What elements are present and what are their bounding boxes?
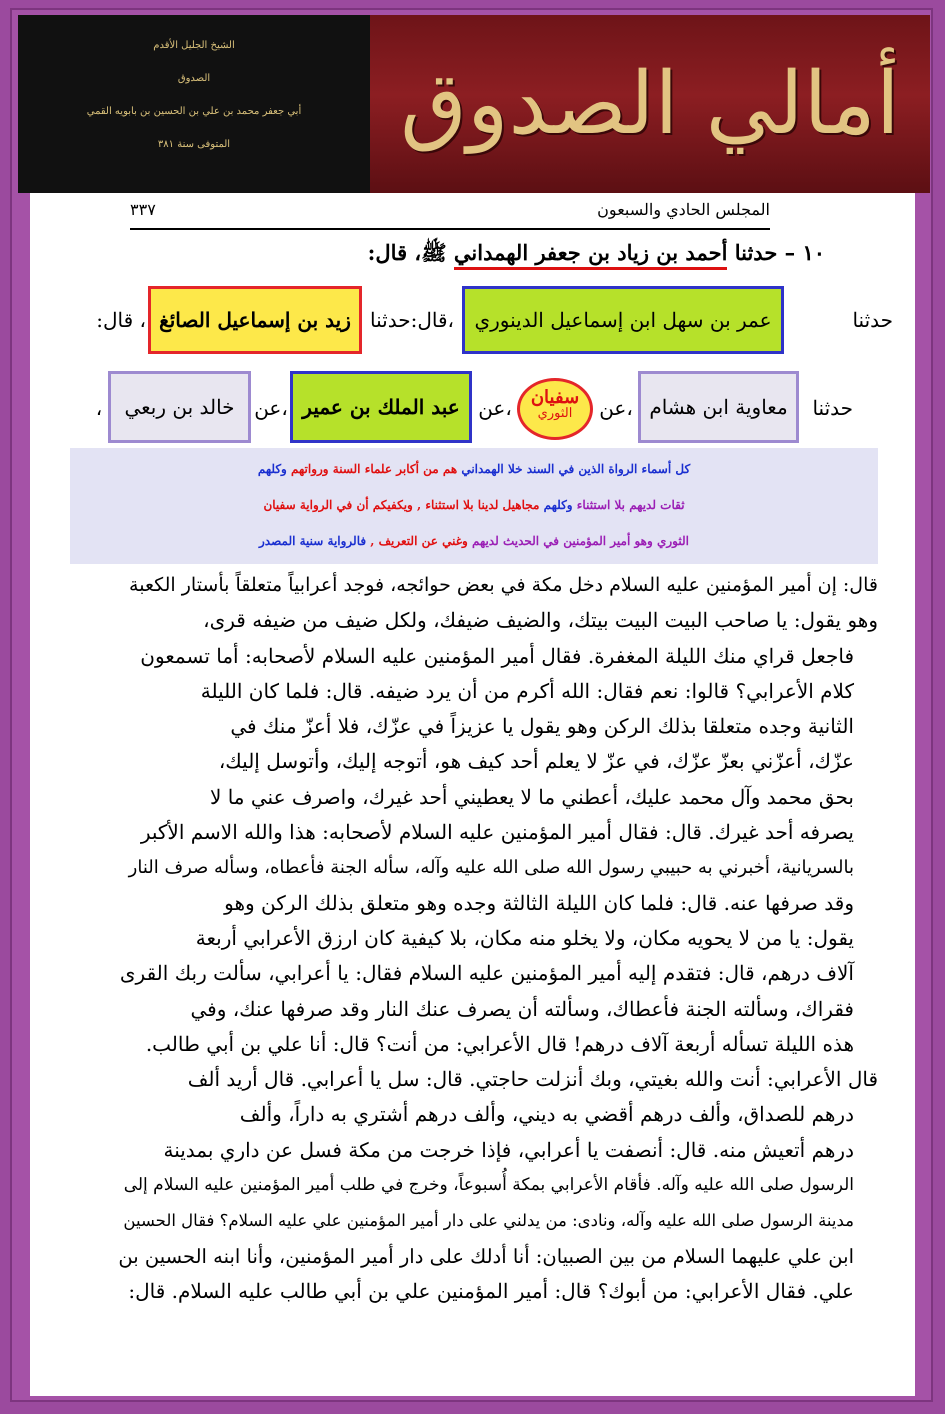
chain-word-2: ،قال:حدثنا bbox=[370, 308, 454, 332]
body-line: بالسريانية، أخبرني به حبيبي رسول الله صلى الله عليه وآله، سأله الجنة فأعطاه، وسأله صرف النار bbox=[128, 857, 854, 879]
author-line-2: الصدوق bbox=[177, 73, 211, 84]
narrator-umar-box: عمر بن سهل ابن إسماعيل الدينوري bbox=[462, 286, 784, 354]
chain-word-1: حدثنا bbox=[852, 308, 893, 332]
author-line-4: المتوفى سنة ٣٨١ bbox=[157, 139, 231, 150]
body-line: يصرفه أحد غيرك. قال: فقال أمير المؤمنين عليه السلام لأصحابه: هذا والله الاسم الأكبر bbox=[140, 820, 854, 845]
body-line: بحق محمد وآل محمد عليك، أعطني ما لا يعطيني أحد غيرك، واصرف عني ما لا bbox=[209, 784, 854, 809]
heading-suffix: ﷺ، قال: bbox=[367, 240, 447, 265]
narrator-muawiya-box: معاوية ابن هشام bbox=[638, 371, 799, 443]
note-1a: كل أسماء الرواة الذين في السند خلا الهمداني bbox=[461, 462, 691, 476]
note-2b: وكلهم bbox=[543, 498, 573, 512]
hadith-number: ١٠ – حدثنا bbox=[734, 240, 825, 265]
narrator-zayd-box: زيد بن إسماعيل الصائغ bbox=[148, 286, 362, 354]
note-1b: هم من أكابر علماء السنة ورواتهم bbox=[291, 462, 458, 476]
page-number: ٣٣٧ bbox=[130, 200, 156, 219]
note-2a: ثقات لديهم بلا استثناء bbox=[576, 498, 685, 512]
body-line: درهم للصداق، وألف درهم أقضي به ديني، وألف درهم أشتري به داراً، وألف bbox=[239, 1102, 854, 1127]
narrator-khalid-box: خالد بن ربعي bbox=[108, 371, 251, 443]
body-line: آلاف درهم، قال: فتقدم إليه أمير المؤمنين عليه السلام فقال: يا أعرابي، سألت ربك القرى bbox=[119, 961, 854, 986]
hadith-body bbox=[118, 568, 878, 1309]
body-line: ابن علي عليهما السلام من بين الصبيان: أنا أدلك على دار أمير المؤمنين، وأنا ابنه الحسين بن bbox=[118, 1244, 854, 1268]
chain-sep-2: ،عن bbox=[478, 396, 512, 420]
body-line: الثانية وجده متعلقا بذلك الركن وهو يقول يا عزيزاً في عزّك، فلا أعزّ منك في bbox=[230, 714, 854, 739]
chain-sep-1: ،عن bbox=[599, 396, 633, 420]
body-line: درهم أتعيش منه. قال: أنصفت يا أعرابي، فإذا خرجت من مكة فسل عن داري بمدينة bbox=[163, 1137, 854, 1162]
chain-end-2: ، bbox=[95, 396, 103, 420]
author-banner bbox=[18, 15, 370, 193]
commentary-note bbox=[70, 448, 878, 564]
body-line: وهو يقول: يا صاحب البيت البيت بيتك، والضيف ضيفك، ولكل ضيف من ضيفه قرى، bbox=[203, 608, 878, 633]
book-title-banner: أمالي الصدوق bbox=[370, 15, 930, 193]
body-line: مدينة الرسول صلى الله عليه وآله، ونادى: من يدلني على دار أمير المؤمنين علي عليه السلام؟ فقال الحسين bbox=[123, 1211, 854, 1231]
chain-end-1: ، قال: bbox=[96, 308, 146, 332]
running-head bbox=[130, 198, 770, 230]
chain-sep-3: ،عن bbox=[254, 396, 288, 420]
sufyan-nisba: الثوري bbox=[537, 406, 573, 421]
chain-word-3: حدثنا bbox=[812, 396, 853, 420]
note-3b: وغني عن التعريف , bbox=[370, 534, 468, 548]
note-line-2 bbox=[70, 487, 878, 523]
heading-narrator: أحمد بن زياد بن جعفر الهمداني bbox=[454, 240, 728, 270]
note-3c: فالرواية سنية المصدر bbox=[259, 534, 367, 548]
body-line: يقول: يا من لا يحويه مكان، ولا يخلو منه مكان، بلا كيفية كان ارزق الأعرابي أربعة bbox=[195, 925, 854, 950]
note-2c: مجاهيل لدينا بلا استثناء , ويكفيكم أن في الرواية سفيان bbox=[263, 498, 540, 512]
body-line: عزّك، أعزّني بعزّ عزّك، في عزّ لا يعلم أحد كيف هو، أتوجه إليك، وأتوسل إليك، bbox=[218, 749, 854, 774]
hadith-heading bbox=[368, 240, 825, 271]
body-line: كلام الأعرابي؟ قالوا: نعم فقال: الله أكرم من أن يرد ضيفه. قال: فلما كان الليلة bbox=[200, 678, 854, 703]
note-1c: وكلهم bbox=[257, 462, 287, 476]
note-line-1 bbox=[70, 451, 878, 487]
body-line: الرسول صلى الله عليه وآله. فأقام الأعرابي بمكة أُسبوعاً، وخرج في طلب أمير المؤمنين عليه السلام إلى bbox=[123, 1175, 854, 1196]
narrator-abdulmalik-box: عبد الملك بن عمير bbox=[290, 371, 472, 443]
body-line: فاجعل قراي منك الليلة المغفرة. فقال أمير المؤمنين عليه السلام لأصحابه: أما تسمعون bbox=[140, 643, 854, 668]
body-line: قال الأعرابي: أنت والله بغيتي، وبك أنزلت حاجتي. قال: سل يا أعرابي. قال أريد ألف bbox=[187, 1067, 878, 1092]
body-line: علي. فقال الأعرابي: من أبوك؟ قال: أمير المؤمنين علي بن أبي طالب عليه السلام. قال: bbox=[128, 1278, 854, 1303]
author-line-3: أبي جعفر محمد بن علي بن الحسين بن بابويه القمي bbox=[86, 106, 302, 117]
sufyan-name: سفيان bbox=[530, 387, 580, 408]
body-line: قال: إن أمير المؤمنين عليه السلام دخل مكة في بعض حوائجه، فوجد أعرابياً متعلقاً بأستار الكعبة bbox=[129, 574, 878, 596]
body-line: فقراك، وسألته الجنة فأعطاك، وسألته أن يصرف عنك النار وقد صرفها عنك، وفي bbox=[190, 996, 854, 1021]
author-line-1: الشيخ الجليل الأقدم bbox=[153, 40, 235, 51]
note-line-3 bbox=[70, 523, 878, 559]
body-line: وقد صرفها عنه. قال: فلما كان الليلة الثالثة وجده وهو متعلق بذلك الركن وهو bbox=[224, 890, 854, 915]
body-line: هذه الليلة تسأله أربعة آلاف درهم! قال الأعرابي: من أنت؟ قال: أنا علي بن أبي طالب. bbox=[145, 1031, 854, 1056]
note-3a: الثوري وهو أمير المؤمنين في الحديث لديهم bbox=[471, 534, 689, 548]
session-title: المجلس الحادي والسبعون bbox=[597, 200, 770, 219]
narrator-sufyan-badge bbox=[517, 378, 593, 440]
